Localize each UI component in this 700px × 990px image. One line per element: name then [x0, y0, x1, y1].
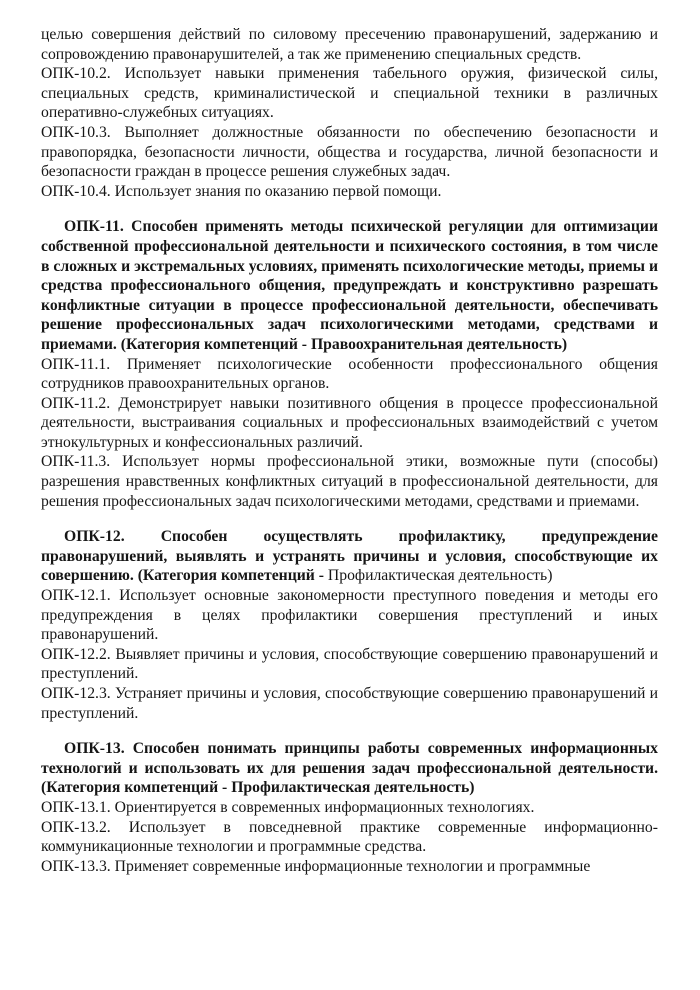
paragraph-opk-10-4 [41, 182, 658, 202]
text-run: ОПК-12.1. Использует основные закономерности преступного поведения и методы его предупреждения в целях профилактики совершения преступлений и иных правонарушений. [41, 587, 658, 644]
text-run: ОПК-12. Способен осуществлять профилактику, предупреждение правонарушений, выявлять и устранять причины и условия, способствующие их совершению. (Категория компетенций - [41, 528, 658, 585]
paragraph-opk-10-2 [41, 64, 658, 123]
document-content [41, 25, 658, 876]
paragraph-opk-11-3 [41, 452, 658, 511]
text-run: ОПК-11.1. Применяет психологические особенности профессионального общения сотрудников правоохранительных органов. [41, 355, 658, 393]
text-run: ОПК-13. Способен понимать принципы работы современных информационных технологий и использовать их для решения задач профессиональной деятельности. (Категория компетенций - Профилактическая деятельность) [41, 740, 658, 797]
paragraph-opk-12-heading [41, 527, 658, 586]
text-run: Профилактическая деятельность) [327, 567, 553, 585]
text-run: целью совершения действий по силовому пресечению правонарушений, задержанию и сопровождению правонарушителей, а так же применению специальных средств. [41, 26, 658, 63]
paragraph-opk-12-1 [41, 586, 658, 645]
paragraph-opk-10-1-continuation [41, 25, 658, 64]
paragraph-opk-12-2 [41, 645, 658, 684]
text-run: ОПК-10.2. Использует навыки применения табельного оружия, физической силы, специальных средств, криминалистической и специальной техники в различных оперативно-служебных ситуациях. [41, 65, 658, 122]
text-run: ОПК-12.3. Устраняет причины и условия, способствующие совершению правонарушений и преступлений. [41, 685, 658, 722]
paragraph-opk-13-2 [41, 818, 658, 857]
paragraph-opk-12-3 [41, 684, 658, 723]
paragraph-opk-10-3 [41, 123, 658, 182]
paragraph-opk-13-3-partial [41, 857, 658, 877]
paragraph-opk-13-1 [41, 798, 658, 818]
text-run: ОПК-10.3. Выполняет должностные обязанности по обеспечению безопасности и правопорядка, безопасности личности, общества и государства, личной безопасности и безопасности граждан в процессе решения служебных задач. [41, 123, 658, 181]
paragraph-opk-11-1 [41, 355, 658, 394]
text-run: ОПК-13.1. Ориентируется в современных информационных технологиях. [41, 798, 535, 816]
paragraph-opk-11-2 [41, 394, 658, 453]
text-run: ОПК-13.3. Применяет современные информационные технологии и программные [41, 857, 591, 875]
text-run: ОПК-11.3. Использует нормы профессиональной этики, возможные пути (способы) разрешения нравственных конфликтных ситуаций в профессиональной деятельности, для решения профессиональных задач психологическими методами, средствами и приемами. [41, 453, 658, 510]
text-run: ОПК-11. Способен применять методы психической регуляции для оптимизации собственной профессиональной деятельности и психического состояния, в том числе в сложных и экстремальных условиях, применять психологические методы, приемы и средства профессионального общения, предупреждать и конструктивно разрешать конфликтные ситуации в процессе профессиональной деятельности, обеспечивать решение профессиональных задач психологическими методами, средствами и приемами. (Категория компетенций - Правоохранительная деятельность) [41, 218, 658, 353]
text-run: ОПК-11.2. Демонстрирует навыки позитивного общения в процессе профессиональной деятельности, выстраивания социальных и профессиональных взаимодействий с учетом этнокультурных и конфессиональных различий. [41, 394, 658, 451]
text-run: ОПК-12.2. Выявляет причины и условия, способствующие совершению правонарушений и преступлений. [41, 645, 658, 683]
text-run: ОПК-10.4. Использует знания по оказанию первой помощи. [41, 182, 442, 200]
text-run: ОПК-13.2. Использует в повседневной практике современные информационно-коммуникационные технологии и программные средства. [41, 818, 658, 856]
paragraph-opk-13-heading [41, 739, 658, 798]
paragraph-opk-11-heading [41, 217, 658, 354]
